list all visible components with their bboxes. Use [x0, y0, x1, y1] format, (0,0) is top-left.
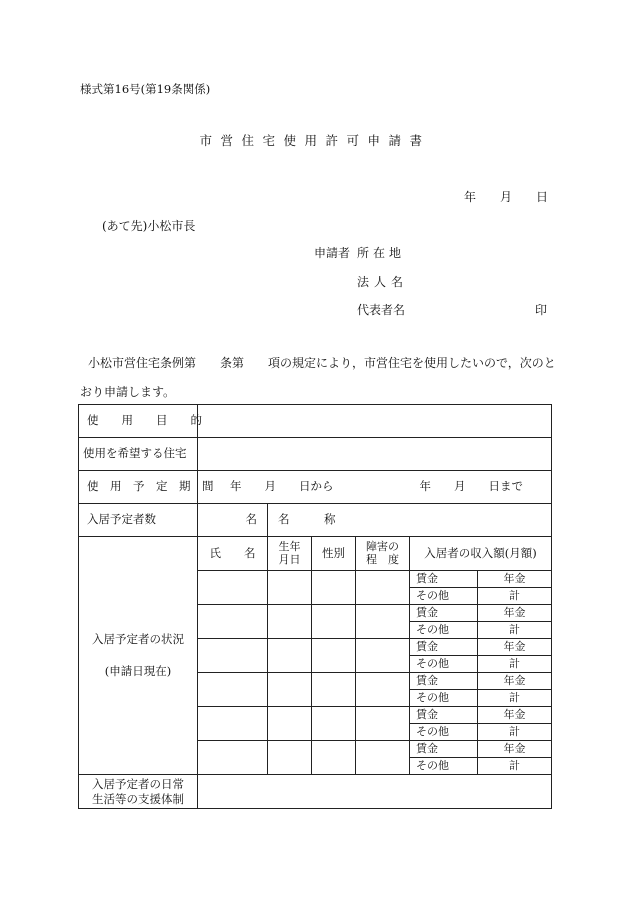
person-gender-field[interactable]: [312, 571, 356, 605]
income-wage-label[interactable]: 賃金: [410, 741, 478, 758]
representative-label: 代表者名: [357, 303, 406, 317]
person-name-field[interactable]: [198, 639, 268, 673]
header-birthdate-line1: 生年: [278, 539, 301, 553]
occupant-count-label-cell: [79, 504, 198, 537]
corporation-name-label: 法人名: [357, 275, 409, 289]
person-gender-field[interactable]: [312, 605, 356, 639]
period-end-month: 月: [454, 479, 466, 494]
income-other-label[interactable]: その他: [410, 622, 478, 639]
person-name-field[interactable]: [198, 605, 268, 639]
page-title: 市営住宅使用許可申請書: [199, 133, 431, 148]
header-disability-line1: 障害の: [366, 539, 399, 553]
date-day-label: 日: [536, 190, 549, 204]
person-disability-field[interactable]: [356, 707, 410, 741]
support-label-line2: 生活等の支援体制: [92, 791, 184, 806]
person-birthdate-field[interactable]: [268, 571, 312, 605]
income-other-label[interactable]: その他: [410, 724, 478, 741]
period-field[interactable]: [198, 471, 552, 504]
person-disability-field[interactable]: [356, 605, 410, 639]
income-total-label[interactable]: 計: [478, 588, 552, 605]
header-disability-line2: 程 度: [366, 552, 399, 566]
name-label: 名 称: [278, 512, 336, 527]
income-total-label[interactable]: 計: [478, 724, 552, 741]
income-wage-label[interactable]: 賃金: [410, 605, 478, 622]
header-gender: 性別: [312, 537, 356, 571]
status-label-cell: [79, 537, 198, 775]
seal-mark: 印: [535, 303, 548, 317]
desired-housing-label-cell: [79, 438, 198, 471]
income-other-label[interactable]: その他: [410, 690, 478, 707]
occupant-count-label: 入居予定者数: [87, 512, 156, 527]
person-name-field[interactable]: [198, 571, 268, 605]
header-disability: [356, 537, 410, 571]
name-field[interactable]: [268, 504, 552, 537]
period-values: [198, 480, 551, 493]
person-gender-field[interactable]: [312, 707, 356, 741]
income-total-label[interactable]: 計: [478, 690, 552, 707]
address-label: 所在地: [357, 246, 406, 260]
person-disability-field[interactable]: [356, 571, 410, 605]
income-total-label[interactable]: 計: [478, 622, 552, 639]
income-pension-label[interactable]: 年金: [478, 673, 552, 690]
status-label-line2: (申請日現在): [104, 663, 172, 678]
applicant-label: 申請者: [314, 246, 351, 260]
income-other-label[interactable]: その他: [410, 588, 478, 605]
income-pension-label[interactable]: 年金: [478, 639, 552, 656]
person-disability-field[interactable]: [356, 673, 410, 707]
header-name: 氏 名: [198, 537, 268, 571]
date-month-label: 月: [500, 190, 513, 204]
header-birthdate-line2: 月日: [278, 552, 301, 566]
person-birthdate-field[interactable]: [268, 605, 312, 639]
income-total-label[interactable]: 計: [478, 758, 552, 775]
purpose-field[interactable]: [198, 405, 552, 438]
period-start-year: 年: [230, 479, 242, 494]
person-name-field[interactable]: [198, 741, 268, 775]
person-gender-field[interactable]: [312, 673, 356, 707]
income-wage-label[interactable]: 賃金: [410, 639, 478, 656]
support-label-cell: [79, 775, 198, 809]
addressee: (あて先)小松市長: [102, 219, 196, 233]
period-end-year: 年: [419, 479, 431, 494]
income-total-label[interactable]: 計: [478, 656, 552, 673]
income-other-label[interactable]: その他: [410, 758, 478, 775]
income-pension-label[interactable]: 年金: [478, 707, 552, 724]
application-table: [78, 404, 552, 809]
income-wage-label[interactable]: 賃金: [410, 673, 478, 690]
count-unit: 名: [245, 512, 257, 527]
period-start-day: 日から: [299, 479, 334, 494]
person-name-field[interactable]: [198, 673, 268, 707]
support-label-line1: 入居予定者の日常: [92, 777, 184, 792]
person-birthdate-field[interactable]: [268, 707, 312, 741]
income-other-label[interactable]: その他: [410, 656, 478, 673]
income-wage-label[interactable]: 賃金: [410, 571, 478, 588]
income-wage-label[interactable]: 賃金: [410, 707, 478, 724]
occupant-count-field[interactable]: [198, 504, 268, 537]
header-income: 入居者の収入額(月額): [410, 537, 552, 571]
person-gender-field[interactable]: [312, 741, 356, 775]
period-end-day: 日まで: [488, 479, 523, 494]
period-start-month: 月: [264, 479, 276, 494]
desired-housing-label: 使用を希望する住宅: [83, 446, 187, 461]
person-gender-field[interactable]: [312, 639, 356, 673]
person-birthdate-field[interactable]: [268, 673, 312, 707]
person-disability-field[interactable]: [356, 639, 410, 673]
person-birthdate-field[interactable]: [268, 639, 312, 673]
period-label-cell: [79, 471, 214, 504]
date-year-label: 年: [464, 190, 477, 204]
body-text-line-2: おり申請します。: [80, 385, 176, 399]
body-text-line-1: 小松市営住宅条例第 条第 項の規定により，市営住宅を使用したいので，次のと: [88, 356, 556, 370]
purpose-label: 使 用 目 的: [87, 413, 202, 428]
person-birthdate-field[interactable]: [268, 741, 312, 775]
header-birthdate: [268, 537, 312, 571]
purpose-label-cell: [79, 405, 202, 438]
income-pension-label[interactable]: 年金: [478, 571, 552, 588]
person-name-field[interactable]: [198, 707, 268, 741]
desired-housing-field[interactable]: [198, 438, 552, 471]
period-label: 使 用 予 定 期 間: [87, 479, 214, 494]
person-disability-field[interactable]: [356, 741, 410, 775]
form-number: 様式第16号(第19条関係): [80, 82, 211, 96]
income-pension-label[interactable]: 年金: [478, 741, 552, 758]
income-pension-label[interactable]: 年金: [478, 605, 552, 622]
status-label-line1: 入居予定者の状況: [92, 632, 184, 647]
support-field[interactable]: [198, 775, 552, 809]
